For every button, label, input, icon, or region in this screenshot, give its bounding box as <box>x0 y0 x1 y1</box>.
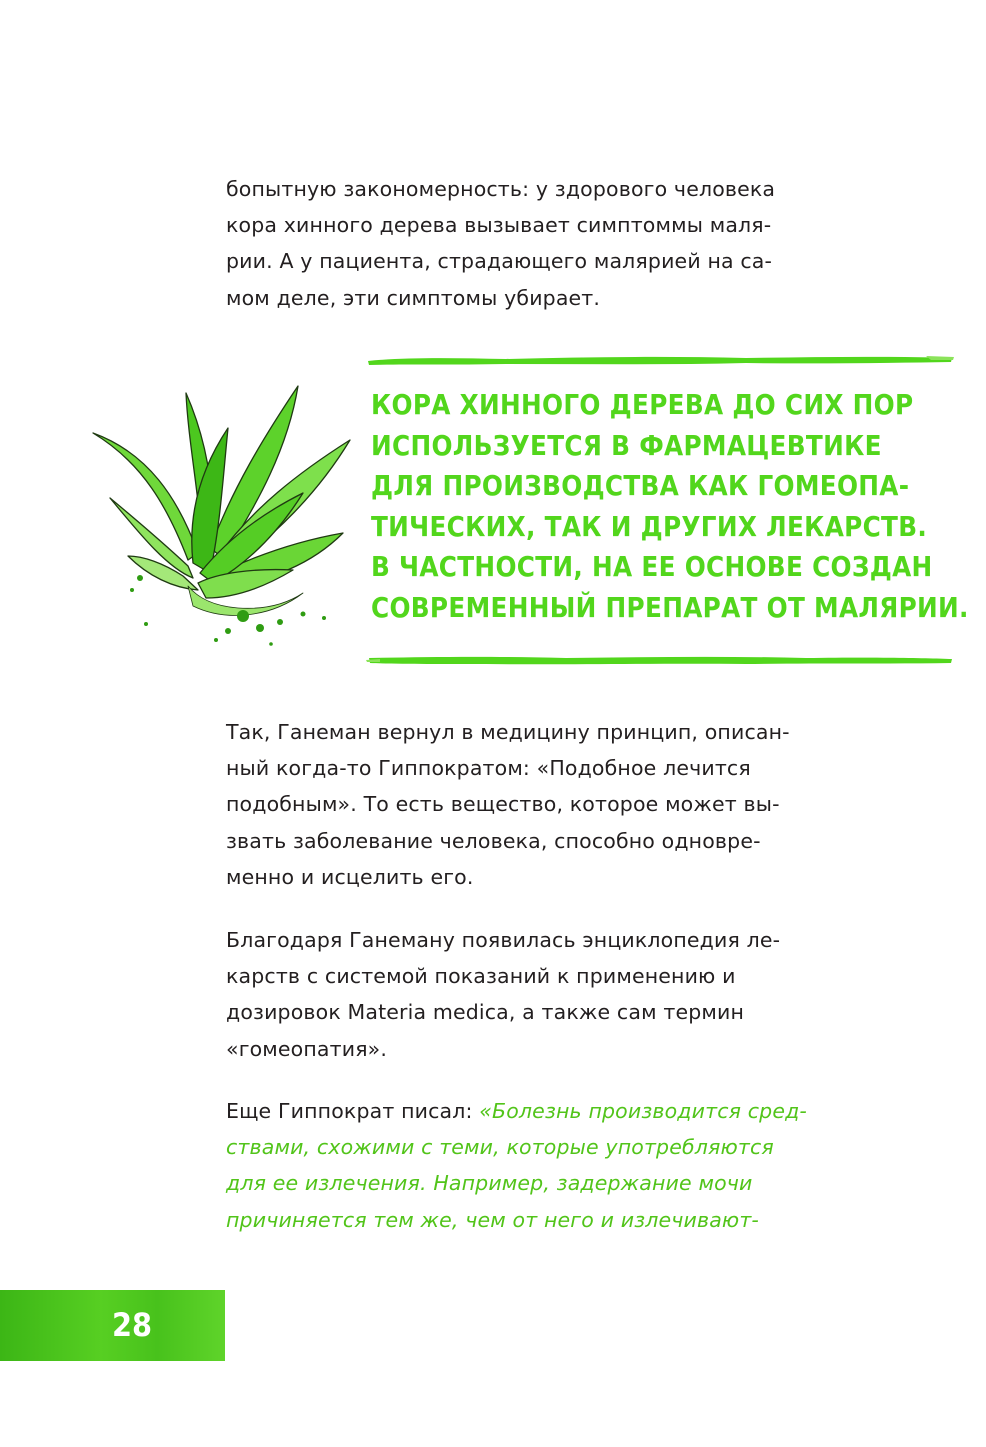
callout-line: КОРА ХИННОГО ДЕРЕВА ДО СИХ ПОР <box>371 389 914 421</box>
quote-intro: Еще Гиппократ писал: <box>226 1099 480 1123</box>
body-paragraph-2 <box>226 714 826 895</box>
quote-line: для ее излечения. Например, задержание мочи <box>226 1171 753 1196</box>
aloe-plant-icon <box>88 378 358 653</box>
text-line: Благодаря Ганеману появилась энциклопедия ле- <box>226 928 781 952</box>
text-line: рии. А у пациента, страдающего малярией на са- <box>226 249 773 274</box>
callout-line: СОВРЕМЕННЫЙ ПРЕПАРАТ ОТ МАЛЯРИИ. <box>371 591 969 624</box>
text-line: ный когда-то Гиппократом: «Подобное лечится <box>226 756 751 781</box>
body-paragraph-1 <box>226 171 826 316</box>
quote-line: причиняется тем же, чем от него и излечивают- <box>226 1207 759 1232</box>
text-line: Так, Ганеман вернул в медицину принцип, описан- <box>226 720 790 744</box>
body-paragraph-3 <box>226 922 826 1067</box>
quote-text: «Болезнь производится сред- <box>479 1099 807 1123</box>
text-line: менно и исцелить его. <box>226 864 474 889</box>
text-line: карств с системой показаний к применению и <box>226 964 736 989</box>
brush-stroke-bottom <box>366 652 956 668</box>
callout-text <box>371 385 969 629</box>
text-line: бопытную закономерность: у здорового человека <box>226 177 776 201</box>
quote-line: ствами, схожими с теми, которые употребляются <box>226 1135 774 1160</box>
body-paragraph-4 <box>226 1093 826 1238</box>
page-number: 28 <box>112 1306 153 1344</box>
text-line <box>226 1093 826 1129</box>
text-line: «гомеопатия». <box>226 1036 388 1061</box>
callout-line: ИСПОЛЬЗУЕТСЯ В ФАРМАЦЕВТИКЕ <box>371 429 882 462</box>
text-line: подобным». То есть вещество, которое может вы- <box>226 792 780 817</box>
text-line: дозировок Materia medica, а также сам термин <box>226 1000 745 1025</box>
text-line: звать заболевание человека, способно одновре- <box>226 828 761 853</box>
callout-line: ТИЧЕСКИХ, ТАК И ДРУГИХ ЛЕКАРСТВ. <box>371 510 928 543</box>
brush-stroke-top <box>366 352 956 368</box>
callout-line: В ЧАСТНОСТИ, НА ЕЕ ОСНОВЕ СОЗДАН <box>371 551 933 584</box>
callout-line: ДЛЯ ПРОИЗВОДСТВА КАК ГОМЕОПА- <box>371 470 910 503</box>
text-line: кора хинного дерева вызывает симптоммы маля- <box>226 213 772 238</box>
text-line: мом деле, эти симптомы убирает. <box>226 285 601 310</box>
